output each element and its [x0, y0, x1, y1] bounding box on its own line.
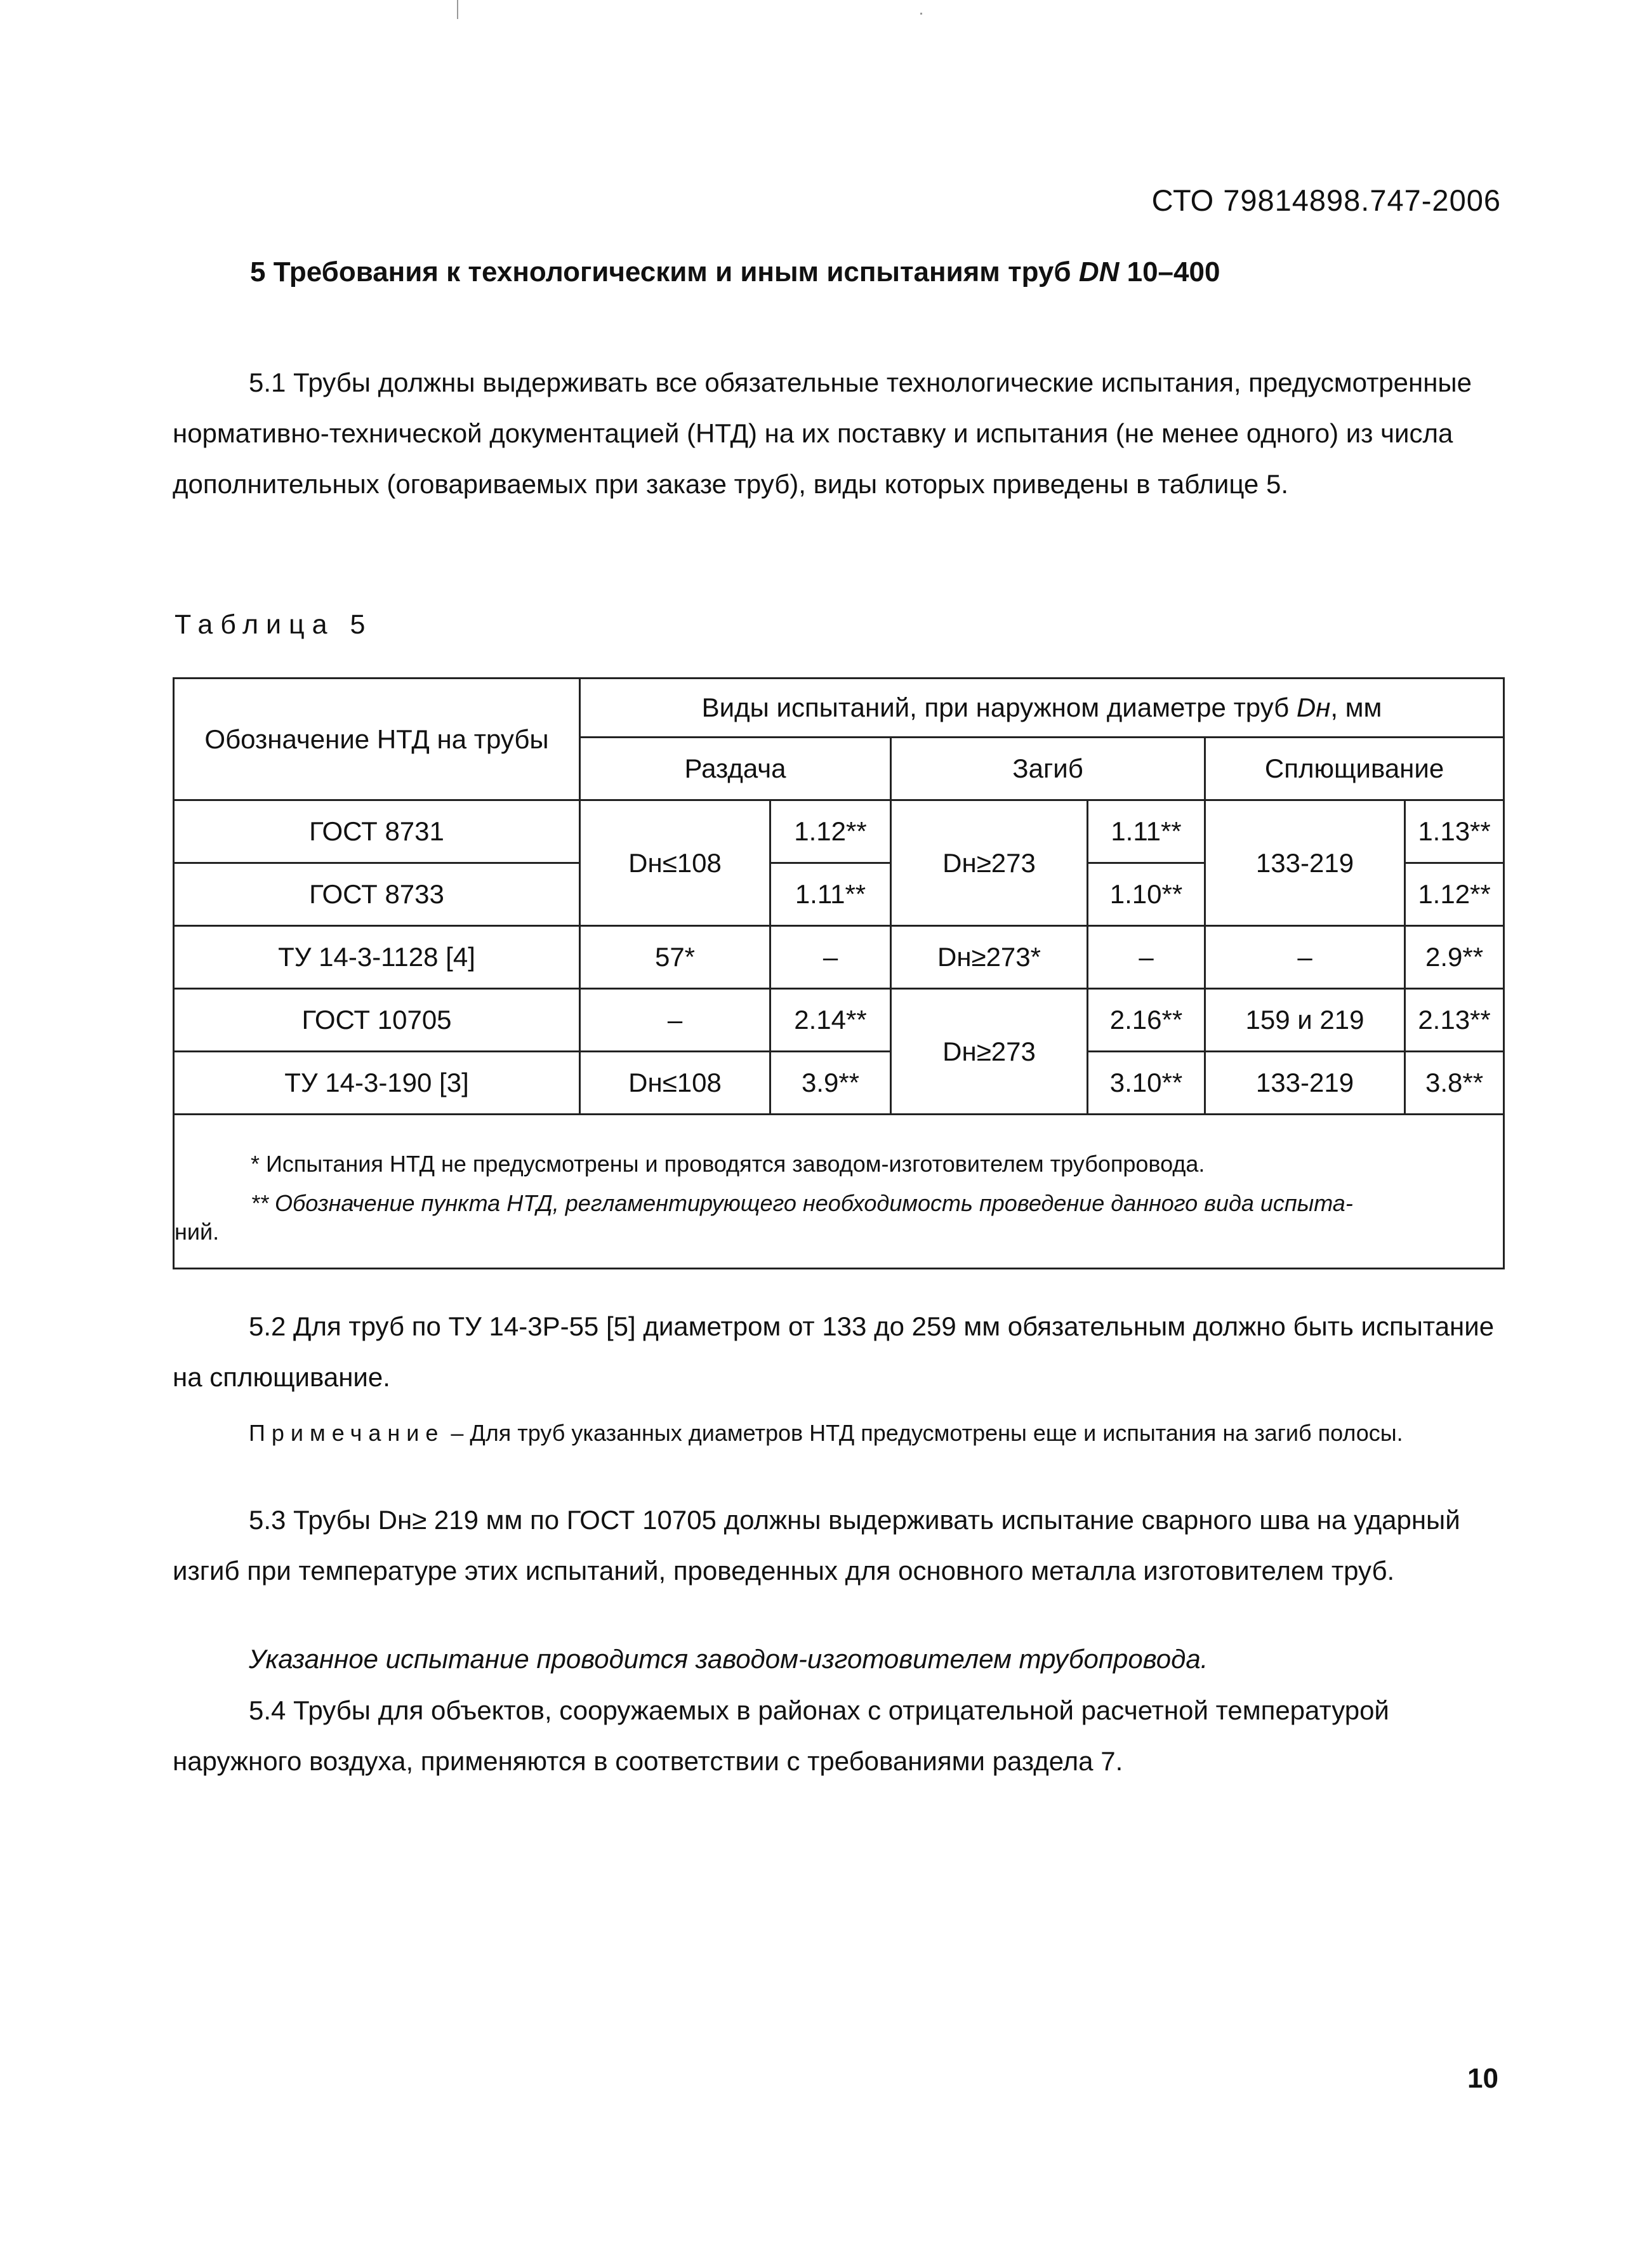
header-razdacha: Раздача: [580, 738, 891, 800]
table-header-row: [174, 679, 1504, 738]
row-code: ТУ 14-3-190 [3]: [174, 1052, 580, 1115]
zagib-ref: 1.10**: [1088, 863, 1205, 926]
zagib-ref: –: [1088, 926, 1205, 989]
splyush-value: –: [1205, 926, 1405, 989]
zagib-value: Dн≥273: [891, 800, 1088, 926]
header-zagib: Загиб: [891, 738, 1205, 800]
header-main-prefix: Виды испытаний, при наружном диаметре труб: [701, 692, 1297, 722]
splyush-ref: 1.12**: [1405, 863, 1504, 926]
paragraph-5-2: [173, 1301, 1499, 1403]
zagib-ref: 3.10**: [1088, 1052, 1205, 1115]
header-main-suffix: , мм: [1330, 692, 1382, 722]
row-code: ГОСТ 10705: [174, 989, 580, 1052]
razdacha-ref: 3.9**: [770, 1052, 891, 1115]
header-splyushivanie: Сплющивание: [1205, 738, 1504, 800]
paragraph-5-3-text: 5.3 Трубы Dн≥ 219 мм по ГОСТ 10705 должны выдерживать испытание сварного шва на ударный изгиб при температуре этих испытаний, проведенных для основного металла изготовителем труб.: [173, 1505, 1460, 1586]
table-note-1: * Испытания НТД не предусмотрены и проводятся заводом-изготовителем трубопровода.: [251, 1151, 1205, 1177]
row-code: ГОСТ 8731: [174, 800, 580, 863]
table-note-2: ** Обозначение пункта НТД, регламентирующего необходимость проведение данного вида испыта-: [251, 1190, 1353, 1216]
paragraph-5-3: [173, 1495, 1499, 1596]
tests-table: [173, 677, 1505, 1269]
header-code: Обозначение НТД на трубы: [174, 679, 580, 800]
section-title-suffix: 10–400: [1119, 256, 1220, 288]
zagib-value: Dн≥273*: [891, 926, 1088, 989]
paragraph-5-1-text: 5.1 Трубы должны выдерживать все обязательные технологические испытания, предусмотренные нормативно-технической документацией (НТД) на их поставку и испытания (не менее одного) из числа дополнительных (оговариваемых при заказе труб), виды которых приведены в таблице 5.: [173, 368, 1472, 499]
splyush-value: 133-219: [1205, 1052, 1405, 1115]
page-number: 10: [1467, 2063, 1498, 2094]
paragraph-5-4-text: 5.4 Трубы для объектов, сооружаемых в районах с отрицательной расчетной температурой наружного воздуха, применяются в соответствии с требованиями раздела 7.: [173, 1695, 1389, 1776]
razdacha-ref: 1.12**: [770, 800, 891, 863]
razdacha-value: Dн≤108: [580, 800, 770, 926]
table-row: [174, 1052, 1504, 1115]
scan-mark: [457, 0, 458, 19]
paragraph-5-4: [173, 1685, 1499, 1787]
zagib-ref: 1.11**: [1088, 800, 1205, 863]
splyush-ref: 1.13**: [1405, 800, 1504, 863]
header-main-var: Dн: [1296, 692, 1331, 722]
table-row: [174, 926, 1504, 989]
row-code: ГОСТ 8733: [174, 863, 580, 926]
zagib-ref: 2.16**: [1088, 989, 1205, 1052]
razdacha-ref: 2.14**: [770, 989, 891, 1052]
paragraph-5-1: [173, 357, 1499, 510]
razdacha-value: –: [580, 989, 770, 1052]
row-code: ТУ 14-3-1128 [4]: [174, 926, 580, 989]
table-notes: [174, 1115, 1504, 1269]
document-code: СТО 79814898.747-2006: [1151, 183, 1501, 217]
table-note-3: ний.: [175, 1219, 220, 1245]
header-test-types: [580, 679, 1504, 738]
table-notes-row: [174, 1115, 1504, 1269]
paragraph-5-2-text: 5.2 Для труб по ТУ 14-3Р-55 [5] диаметром от 133 до 259 мм обязательным должно быть испытание на сплющивание.: [173, 1311, 1495, 1392]
paragraph-5-3-italic: Указанное испытание проводится заводом-изготовителем трубопровода.: [249, 1644, 1208, 1674]
razdacha-ref: 1.11**: [770, 863, 891, 926]
table-caption: Таблица 5: [175, 609, 373, 640]
splyush-value: 133-219: [1205, 800, 1405, 926]
section-title: [250, 256, 1220, 288]
note-text: – Для труб указанных диаметров НТД предусмотрены еще и испытания на загиб полосы.: [444, 1420, 1403, 1446]
splyush-value: 159 и 219: [1205, 989, 1405, 1052]
splyush-ref: 2.9**: [1405, 926, 1504, 989]
section-title-prefix: 5 Требования к технологическим и иным испытаниям труб: [250, 256, 1079, 288]
splyush-ref: 2.13**: [1405, 989, 1504, 1052]
zagib-value: Dн≥273: [891, 989, 1088, 1115]
razdacha-value: 57*: [580, 926, 770, 989]
note: [173, 1409, 1499, 1457]
table-row: [174, 989, 1504, 1052]
razdacha-ref: –: [770, 926, 891, 989]
section-title-dn: DN: [1078, 256, 1120, 288]
razdacha-value: Dн≤108: [580, 1052, 770, 1115]
scan-mark: [920, 13, 922, 15]
splyush-ref: 3.8**: [1405, 1052, 1504, 1115]
table-row: [174, 800, 1504, 863]
note-label: Примечание: [249, 1420, 445, 1446]
